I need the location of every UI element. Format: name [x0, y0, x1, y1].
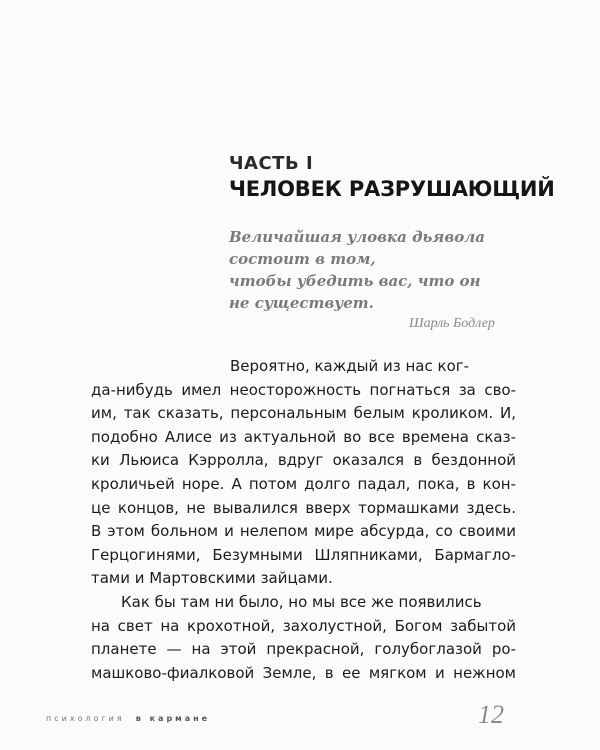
- body-line: ки Льюиса Кэрролла, вдруг оказался в бездонной: [91, 451, 516, 470]
- body-line: им, так сказать, персональным белым кроликом. И,: [91, 404, 516, 423]
- body-line: кроличьей норе. А потом долго падал, пока, в кон-: [91, 474, 516, 493]
- series-name: [46, 714, 210, 723]
- epigraph-line: чтобы убедить вас, что он: [229, 272, 481, 290]
- epigraph: [229, 226, 519, 314]
- body-line: Как бы там ни было, но мы все же появились: [121, 592, 482, 611]
- part-title: ЧЕЛОВЕК РАЗРУШАЮЩИЙ: [229, 177, 555, 201]
- body-line: на свет на крохотной, захолустной, Богом забытой: [91, 616, 516, 635]
- body-text: [91, 355, 516, 685]
- body-line: тами и Мартовскими зайцами.: [91, 569, 333, 588]
- body-line: планете — на этой прекрасной, голубоглазой ро-: [91, 640, 516, 659]
- body-line: Вероятно, каждый из нас ког-: [230, 357, 470, 375]
- body-line: Герцогинями, Безумными Шляпниками, Бармагло-: [91, 545, 516, 564]
- body-line: да-нибудь имел неосторожность погнаться за сво-: [91, 380, 516, 399]
- body-line: машково-фиалковой Земле, в ее мягком и нежном: [91, 663, 516, 682]
- series-emphasis: в кармане: [135, 714, 211, 723]
- epigraph-line: Величайшая уловка дьявола: [229, 228, 485, 246]
- body-line: це концов, не вывалился вверх тормашками здесь.: [91, 498, 516, 517]
- page-number: 12: [478, 700, 504, 729]
- epigraph-line: не существует.: [229, 294, 374, 312]
- body-line: подобно Алисе из актуальной во все времена сказ-: [91, 427, 516, 446]
- series-main: психология: [46, 714, 125, 723]
- epigraph-author: Шарль Бодлер: [409, 316, 495, 331]
- epigraph-line: состоит в том,: [229, 250, 376, 268]
- body-line: В этом больном и нелепом мире абсурда, со своими: [91, 522, 516, 541]
- part-label: ЧАСТЬ I: [229, 153, 314, 174]
